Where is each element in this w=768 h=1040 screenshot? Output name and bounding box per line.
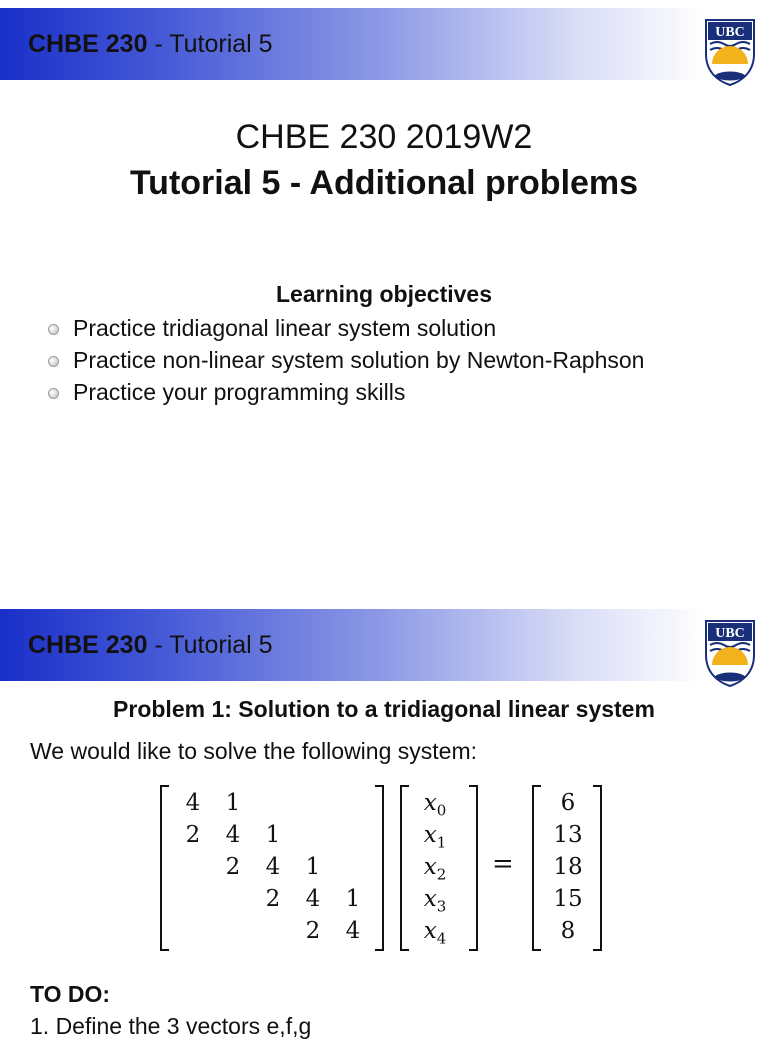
slide-title-line-2: Tutorial 5 - Additional problems [129,164,639,202]
matrix-cell: 1 [265,822,281,848]
matrix-cell: 4 [345,918,361,944]
header-separator: - [147,631,170,659]
objective-text: Practice non-linear system solution by Newton-Raphson [73,347,645,373]
rhs-right-bracket [593,785,602,951]
list-item [48,376,728,408]
slide-2 [0,601,768,1039]
matrix-cell: 1 [345,886,361,912]
ubc-logo [704,18,756,86]
matrix-cell: 2 [265,886,281,912]
matrix-right-bracket [375,785,384,951]
vector-x-left-bracket [400,785,409,951]
matrix-cell: 1 [305,854,321,880]
objective-text: Practice tridiagonal linear system solution [73,315,497,341]
vector-x-entry: $x_0$ [423,790,447,820]
matrix-cell: 4 [225,822,241,848]
slide-header-banner [0,8,768,80]
objectives-list [48,312,728,408]
objectives-heading: Learning objectives [275,281,492,307]
bullet-icon [48,388,59,399]
header-separator: - [147,30,170,58]
matrix-cell: 2 [225,854,241,880]
slide-header-banner [0,609,768,681]
matrix-cell: 4 [185,790,201,816]
rhs-entry: 18 [553,854,583,880]
matrix-left-bracket [160,785,169,951]
problem-intro: We would like to solve the following system: [30,738,477,764]
matrix-cell: 1 [225,790,241,816]
rhs-entry: 8 [560,918,576,944]
header-subtitle: Tutorial 5 [169,631,273,659]
list-item [48,344,728,376]
problem-title: Problem 1: Solution to a tridiagonal linear system [113,696,655,722]
rhs-entry: 15 [553,886,583,912]
vector-x-entry: $x_2$ [423,854,447,884]
matrix-cell: 2 [185,822,201,848]
rhs-entry: 13 [553,822,583,848]
matrix-cell: 2 [305,918,321,944]
objective-text: Practice your programming skills [73,379,406,405]
slide-gap [0,560,768,601]
bullet-icon [48,324,59,335]
logo-text: UBC [715,25,745,40]
ubc-logo [704,619,756,687]
todo-step-1: 1. Define the 3 vectors e,f,g [30,1013,312,1039]
rhs-entry: 6 [560,790,576,816]
list-item [48,312,728,344]
matrix-cell: 4 [265,854,281,880]
bullet-icon [48,356,59,367]
header-course: CHBE 230 [28,631,148,659]
slide-title-line-1: CHBE 230 2019W2 [235,118,533,156]
matrix-cell: 4 [305,886,321,912]
header-title [28,30,273,59]
vector-x-entry: $x_3$ [423,886,447,916]
todo-heading: TO DO: [30,981,111,1007]
header-subtitle: Tutorial 5 [169,30,273,58]
rhs-left-bracket [532,785,541,951]
matrix-equation [160,785,610,949]
logo-text: UBC [715,626,745,641]
header-title [28,631,273,660]
vector-x-entry: $x_4$ [423,918,447,948]
header-course: CHBE 230 [28,30,148,58]
vector-x-right-bracket [469,785,478,951]
equals-sign: = [492,849,514,879]
vector-x-entry: $x_1$ [423,822,447,852]
